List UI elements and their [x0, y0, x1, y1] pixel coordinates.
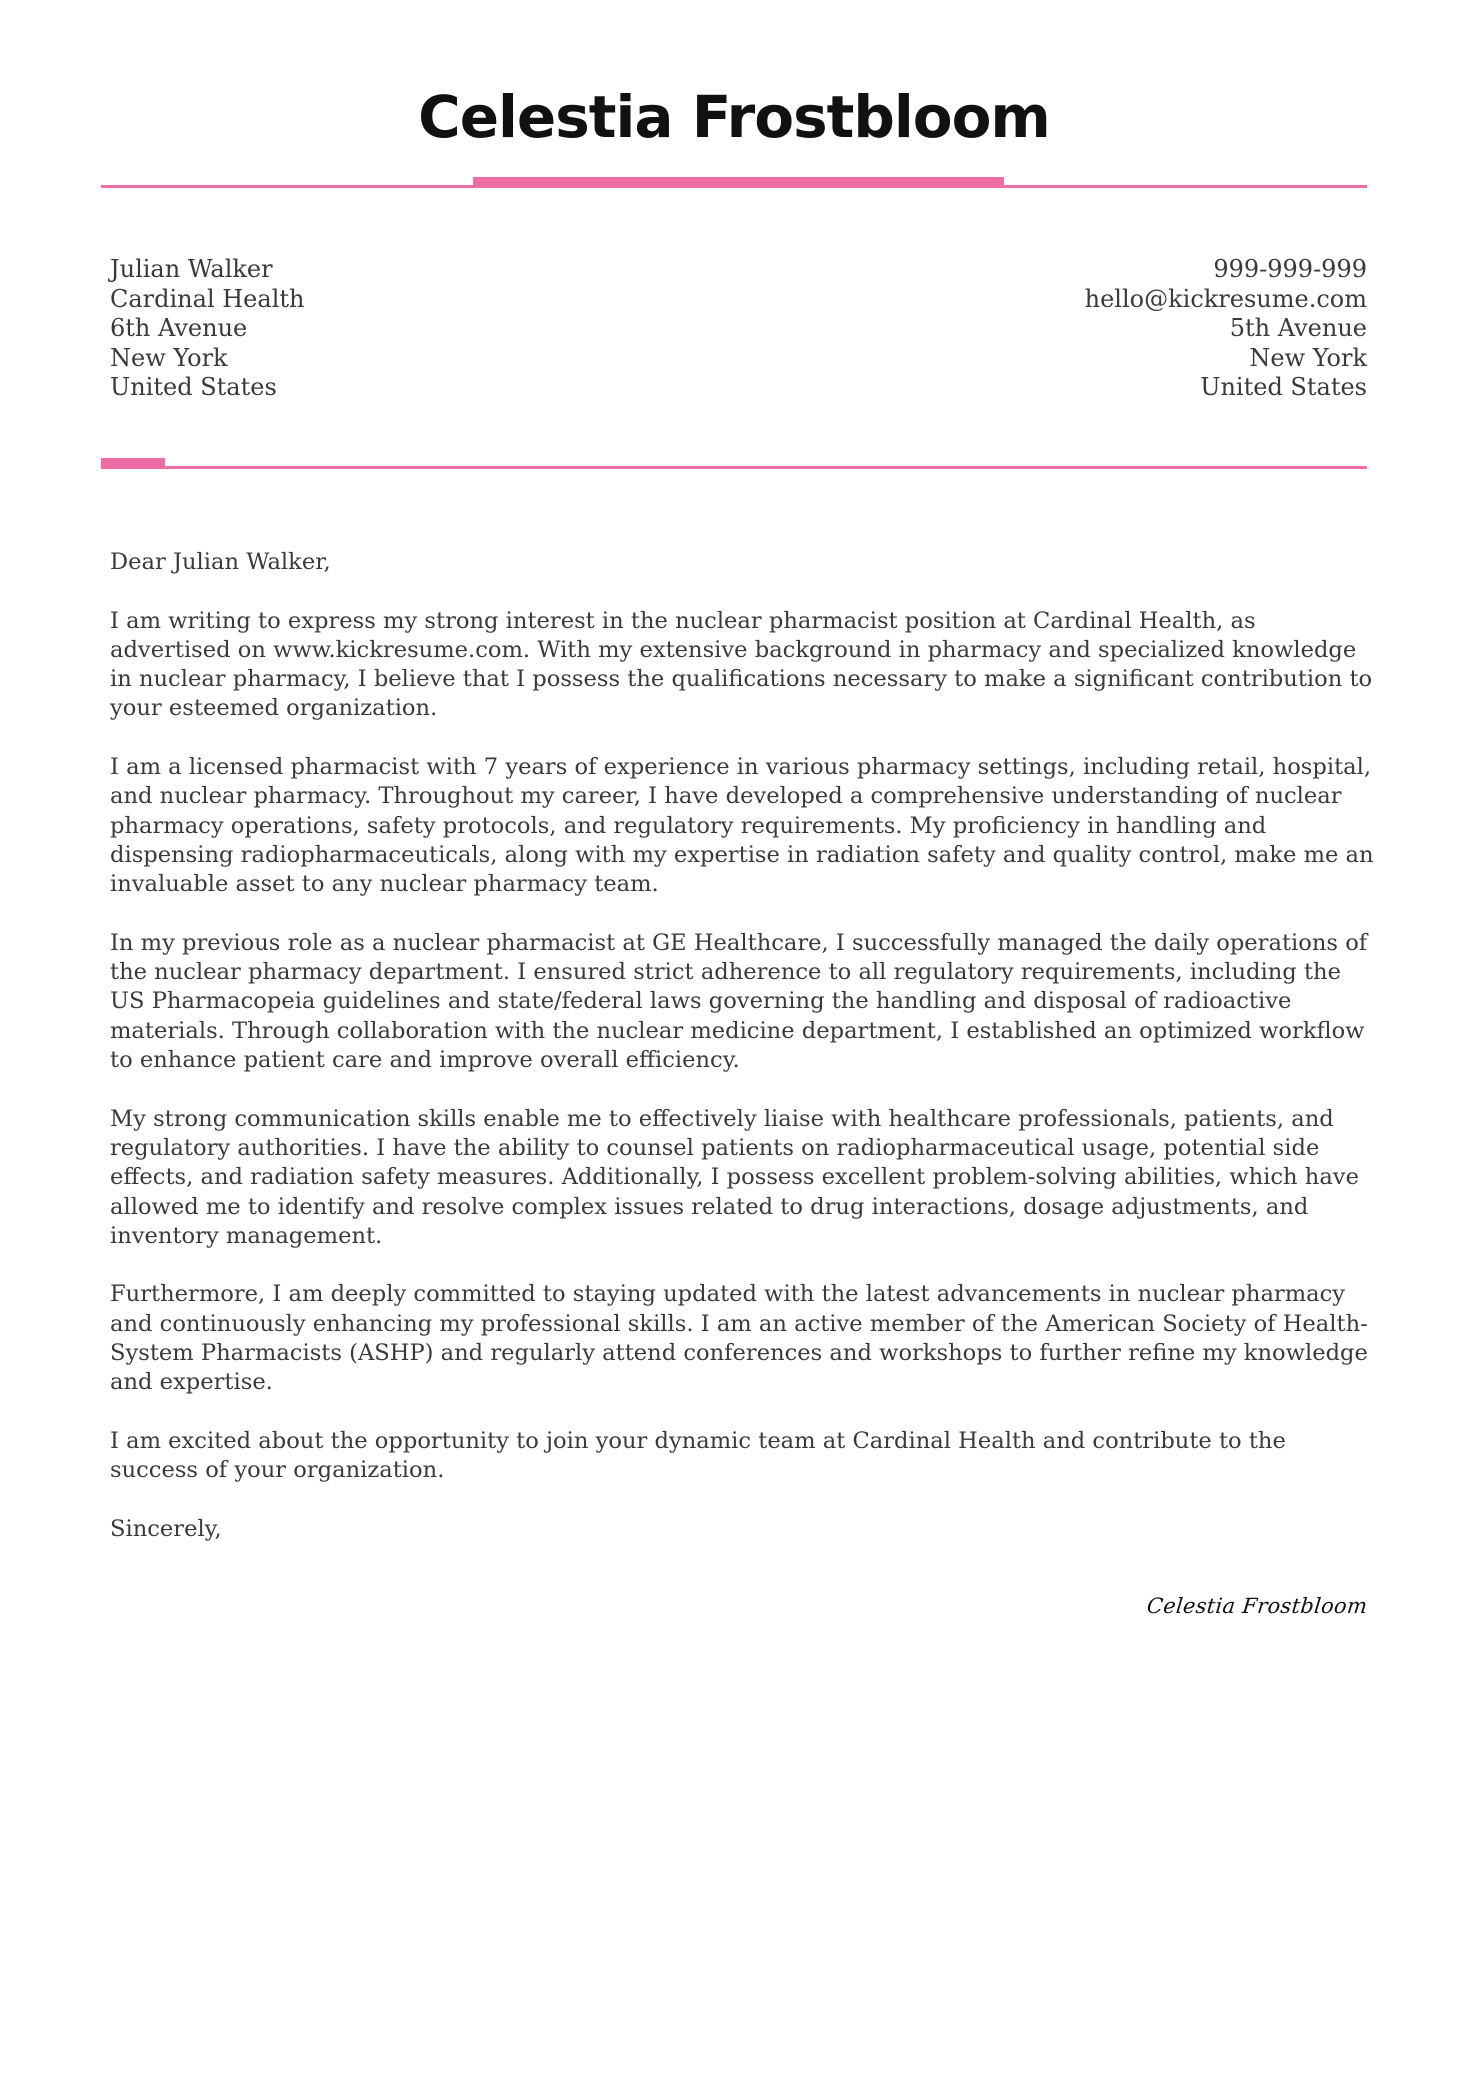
paragraph-development: Furthermore, I am deeply committed to staying updated with the latest advancements in nuclear pharmacy and continuously enhancing my professional skills. I am an active member of the American Society of Health-System Pharmacists (ASHP) and regularly attend conferences and workshops to further refine my knowledge and expertise. [110, 1281, 1368, 1396]
recipient-company: Cardinal Health [110, 284, 305, 313]
letter-body [110, 548, 1374, 1573]
recipient-city: New York [110, 343, 228, 372]
recipient-address-block [110, 255, 304, 403]
applicant-name: Celestia Frostbloom [418, 83, 1050, 151]
sender-country: United States [1200, 373, 1367, 401]
sender-street: 5th Avenue [1229, 314, 1367, 342]
paragraph-experience: I am a licensed pharmacist with 7 years of experience in various pharmacy settings, including retail, hospital, and nuclear pharmacy. Throughout my career, I have developed a comprehensive understanding of nuclear pharmacy operations, safety protocols, and regulatory requirements. My proficiency in handling and dispensing radiopharmaceuticals, along with my expertise in radiation safety and quality control, make me an invaluable asset to any nuclear pharmacy team. [110, 754, 1374, 898]
sender-contact-block [1085, 255, 1367, 403]
sender-phone: 999-999-999 [1213, 255, 1367, 283]
address-divider-line [101, 466, 1367, 469]
sender-email: hello@kickresume.com [1084, 284, 1367, 313]
address-divider-accent [101, 458, 165, 469]
recipient-country: United States [110, 373, 277, 401]
salutation: Dear Julian Walker, [110, 549, 331, 575]
paragraph-previous-role: In my previous role as a nuclear pharmacist at GE Healthcare, I successfully managed the daily operations of the nuclear pharmacy department. I ensured strict adherence to all regulatory requirements, including the US Pharmacopeia guidelines and state/federal laws governing the handling and disposal of radioactive materials. Through collaboration with the nuclear medicine department, I established an optimized workflow to enhance patient care and improve overall efficiency. [110, 929, 1368, 1074]
closing: Sincerely, [110, 1515, 222, 1542]
recipient-street: 6th Avenue [110, 314, 248, 342]
paragraph-conclusion: I am excited about the opportunity to join your dynamic team at Cardinal Health and contribute to the success of your organization. [110, 1427, 1286, 1484]
paragraph-communication: My strong communication skills enable me to effectively liaise with healthcare professionals, patients, and regulatory authorities. I have the ability to counsel patients on radiopharmaceutical usage, potential side effects, and radiation safety measures. Additionally, I possess excellent problem-solving abilities, which have allowed me to identify and resolve complex issues related to drug interactions, dosage adjustments, and inventory management. [110, 1105, 1359, 1249]
signature: Celestia Frostbloom [1145, 1594, 1369, 1618]
header-divider-accent [473, 177, 1004, 188]
recipient-name: Julian Walker [110, 255, 273, 283]
paragraph-intro: I am writing to express my strong interest in the nuclear pharmacist position at Cardinal Health, as advertised on www.kickresume.com. With my extensive background in pharmacy and specialized knowledge in nuclear pharmacy, I believe that I possess the qualifications necessary to make a significant contribution to your esteemed organization. [110, 607, 1373, 722]
sender-city: New York [1249, 343, 1367, 372]
